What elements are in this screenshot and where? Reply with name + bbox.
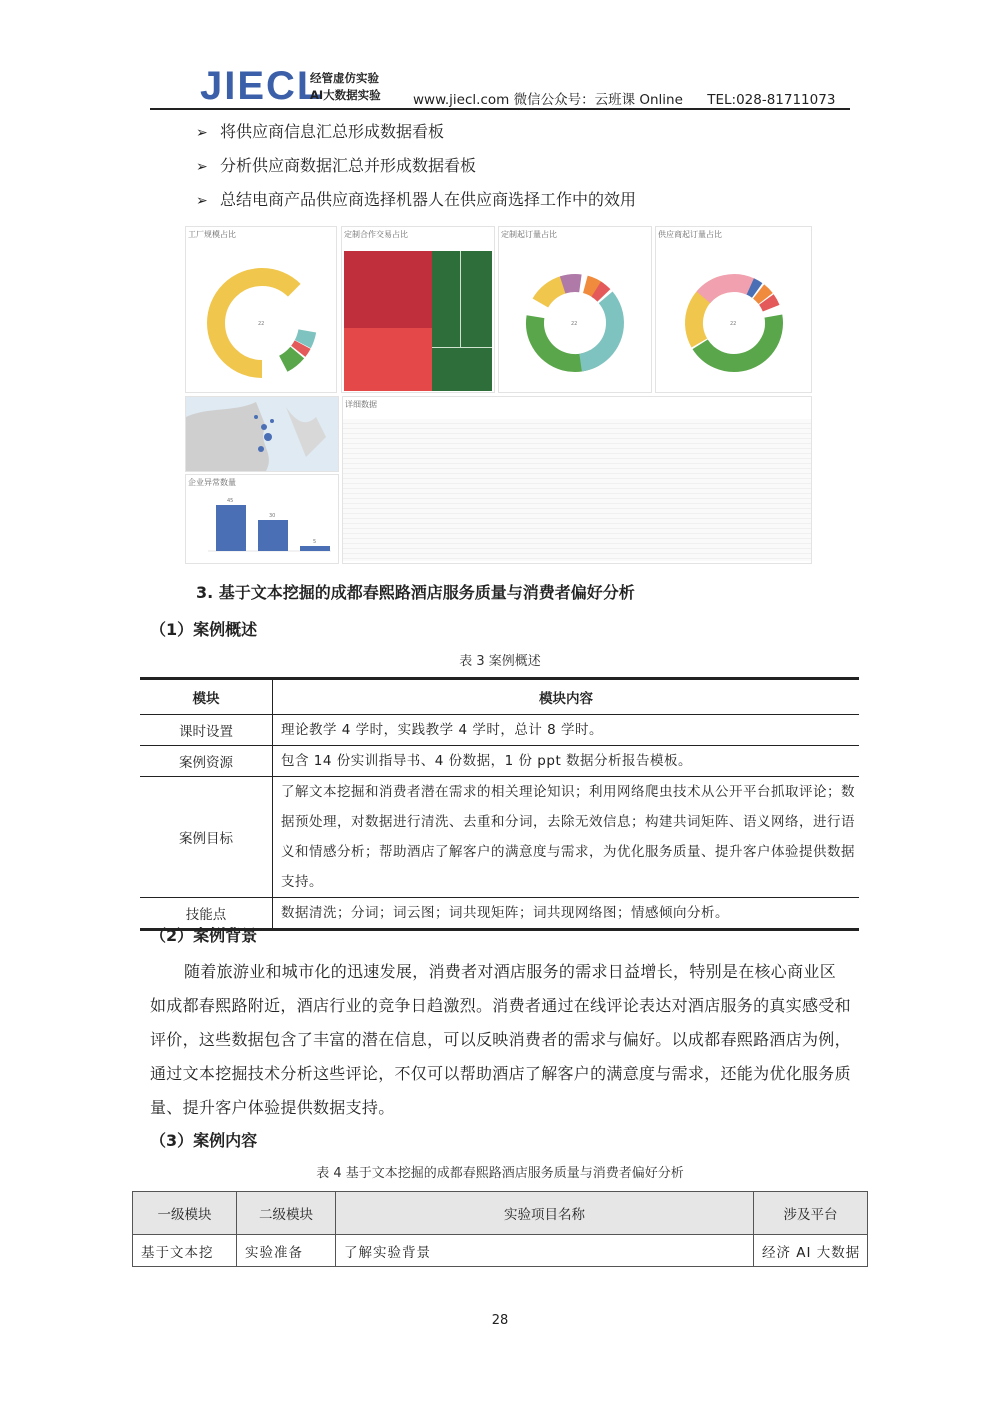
panel-title: 工厂规模占比 [188,230,236,239]
custom-trade-panel [341,226,495,393]
table-cell: 实验准备 [237,1235,336,1267]
treemap-divider [432,347,492,348]
map-panel [185,396,339,472]
logo-line-2: AI大数据实验 [310,88,381,102]
panel-title: 定制起订量占比 [501,230,557,239]
table-cell: 了解文本挖掘和消费者潜在需求的相关理论知识；利用网络爬虫技术从公开平台抓取评论；数据预处理，对数据进行清洗、去重和分词，去除无效信息；构建共词矩阵、语义网络，进行语义和情感分析；帮助酒店了解客户的满意度与需求，为优化服务质量、提升客户体验提供数据支持。 [273,777,860,898]
bullet-item: ➢ 分析供应商数据汇总并形成数据看板 [196,154,636,188]
table-caption: 表 4 基于文本挖掘的成都春熙路酒店服务质量与消费者偏好分析 [316,1166,684,1181]
bullet-item: ➢ 总结电商产品供应商选择机器人在供应商选择工作中的效用 [196,188,636,222]
table-header-cell: 模块内容 [273,679,860,715]
treemap-cell [432,251,492,391]
header-divider [150,108,850,110]
table-cell: 了解实验背景 [336,1235,754,1267]
page-number: 28 [491,1313,509,1328]
table-cell: 数据清洗；分词；词云图；词共现矩阵；词共现网络图；情感倾向分析。 [273,898,860,930]
bar-value-label: 30 [269,513,276,519]
panel-title: 定制合作交易占比 [344,230,408,239]
table-header-cell: 实验项目名称 [336,1192,754,1235]
section-heading: 3. 基于文本挖掘的成都春熙路酒店服务质量与消费者偏好分析 [196,583,635,602]
table-row [140,777,859,898]
arrow-bullet-icon: ➢ [196,159,208,175]
table-cell: 包含 14 份实训指导书、4 份数据，1 份 ppt 数据分析报告模板。 [273,746,860,777]
logo-subtitle [310,70,381,104]
panel-title: 供应商起订量占比 [658,230,722,239]
logo-line-1: 经管虚仿实验 [310,71,379,85]
treemap-cell [344,251,432,328]
bar [300,546,330,551]
table-header-row [140,679,859,715]
telephone: TEL:028-81711073 [707,92,836,108]
table-caption: 表 3 案例概述 [459,654,541,669]
supplier-moq-panel [655,226,812,393]
bullet-list [196,120,636,222]
subsection-heading: （2）案例背景 [150,926,258,945]
panel-title: 详细数据 [345,400,377,409]
bar-value-label: 5 [313,539,317,545]
dashboard-image [185,226,810,562]
table-cell: 案例目标 [140,777,273,898]
website-link[interactable]: www.jiecl.com [413,92,510,108]
table-row [140,746,859,777]
treemap-divider [460,251,461,347]
treemap-cell [344,328,432,391]
header-contact [413,88,835,108]
donut-center-label: 22 [258,321,265,327]
table-row [133,1235,868,1267]
table-header-cell: 二级模块 [237,1192,336,1235]
table-row [140,715,859,746]
supplier-moq-donut [656,227,811,392]
background-paragraph: 随着旅游业和城市化的迅速发展，消费者对酒店服务的需求日益增长，特别是在核心商业区如成都春熙路附近，酒店行业的竞争日趋激烈。消费者通过在线评论表达对酒店服务的真实感受和评价，这些数据包含了丰富的潜在信息，可以反映消费者的需求与偏好。以成都春熙路酒店为例，通过文本挖掘技术分析这些评论，不仅可以帮助酒店了解客户的满意度与需求，还能为优化服务质量、提升客户体验提供数据支持。 [150,962,851,1117]
panel-title: 企业异常数量 [188,478,236,487]
table-cell: 技能点 [140,898,273,930]
detail-data-table [343,419,811,561]
case-content-table [132,1191,868,1267]
logo: JIECL [200,64,324,108]
bullet-item: ➢ 将供应商信息汇总形成数据看板 [196,120,636,154]
factory-scale-donut [186,227,336,392]
table-cell: 经济 AI 大数据 [754,1235,868,1267]
donut-center-label: 22 [730,321,737,327]
table-header-cell: 一级模块 [133,1192,237,1235]
table-header-cell: 模块 [140,679,273,715]
arrow-bullet-icon: ➢ [196,193,208,209]
arrow-bullet-icon: ➢ [196,125,208,141]
bar [216,505,246,551]
wechat-info: 微信公众号：云班课 Online [513,92,683,108]
table-cell: 课时设置 [140,715,273,746]
bar-value-label: 45 [227,498,234,504]
table-header-row [133,1192,868,1235]
subsection-heading: （1）案例概述 [150,620,258,639]
custom-moq-donut [499,227,651,392]
detail-data-panel [342,396,812,564]
supplier-map [186,397,338,471]
case-overview-table [140,677,859,931]
abnormal-count-panel [185,474,339,564]
table-cell: 理论教学 4 学时，实践教学 4 学时，总计 8 学时。 [273,715,860,746]
bar [258,520,288,551]
donut-center-label: 22 [571,321,578,327]
table-cell: 基于文本挖 [133,1235,237,1267]
table-cell: 案例资源 [140,746,273,777]
table-header-cell: 涉及平台 [754,1192,868,1235]
factory-scale-panel [185,226,337,393]
custom-moq-panel [498,226,652,393]
abnormal-count-chart [186,475,338,563]
subsection-heading: （3）案例内容 [150,1131,258,1150]
